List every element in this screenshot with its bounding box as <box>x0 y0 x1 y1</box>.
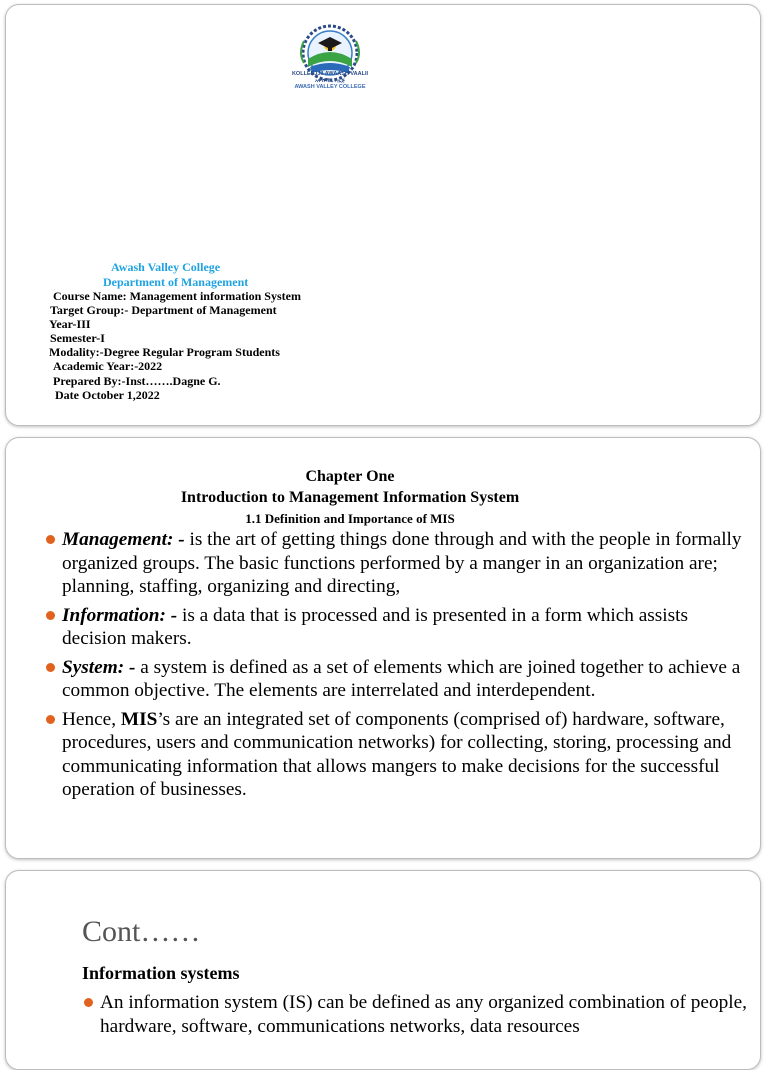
list-item <box>44 656 749 703</box>
logo-text-english: AWASH VALLEY COLLEGE <box>294 84 366 90</box>
department-name: Department of Management <box>103 275 249 289</box>
definition-list <box>44 528 749 807</box>
chapter-title: Introduction to Management Information System <box>180 489 520 506</box>
academic-year: Academic Year:-2022 <box>53 359 163 373</box>
bullet-dot-icon <box>46 535 55 544</box>
term-definition: a system is defined as a set of elements which are joined together to achieve a common objective. The elements are interrelated and interdependent. <box>62 656 741 701</box>
section-heading: Information systems <box>82 963 240 983</box>
bullet-dot-icon <box>84 998 93 1007</box>
bullet-text: An information system (IS) can be defined as any organized combination of people, hardware, software, communications networks, data resources <box>100 992 747 1037</box>
continuation-slide <box>5 870 761 1070</box>
term-prefix: Hence, <box>62 708 121 730</box>
chapter-heading: Chapter One <box>305 468 395 485</box>
semester: Semester-I <box>50 331 105 345</box>
term-definition: ’s are an integrated set of components (comprised of) hardware, software, procedures, users and communication networks) for collecting, storing, processing and communicating information that allows mangers to make decisions for the successful operation of businesses. <box>62 708 732 800</box>
prepared-by: Prepared By:-Inst…….Dagne G. <box>53 374 221 388</box>
modality: Modality:-Degree Regular Program Students <box>49 345 280 359</box>
list-item <box>44 604 749 651</box>
year: Year-III <box>49 317 91 331</box>
slide-title: Cont…… <box>82 915 201 948</box>
list-item <box>44 528 749 599</box>
target-group: Target Group:- Department of Management <box>50 303 277 317</box>
bullet-dot-icon <box>46 663 55 672</box>
college-name: Awash Valley College <box>111 260 221 274</box>
date: Date October 1,2022 <box>55 388 160 402</box>
term-label: Information: - <box>62 604 182 626</box>
chapter-slide <box>5 437 761 859</box>
term-definition: is a data that is processed and is presented in a form which assists decision makers. <box>62 604 689 649</box>
logo-text-amharic: አዋሽ ቫሊ ኮሌጅ <box>315 78 345 84</box>
term-definition: is the art of getting things done through and with the people in formally organized groups. The basic functions performed by a manger in an organization are; planning, staffing, organizing and directing, <box>62 529 742 597</box>
term-label: System: - <box>62 656 141 678</box>
section-title: 1.1 Definition and Importance of MIS <box>245 511 455 526</box>
list-item <box>44 708 749 802</box>
course-name: Course Name: Management information System <box>53 289 301 303</box>
logo-text-oromo: KOLLEEJJII AWAASH VAALII <box>291 71 369 77</box>
term-label: MIS <box>120 708 158 730</box>
term-label: Management: - <box>62 529 190 550</box>
title-slide <box>5 4 761 426</box>
bullet-dot-icon <box>46 611 55 620</box>
bullet-dot-icon <box>46 715 55 724</box>
list-item <box>82 991 761 1038</box>
